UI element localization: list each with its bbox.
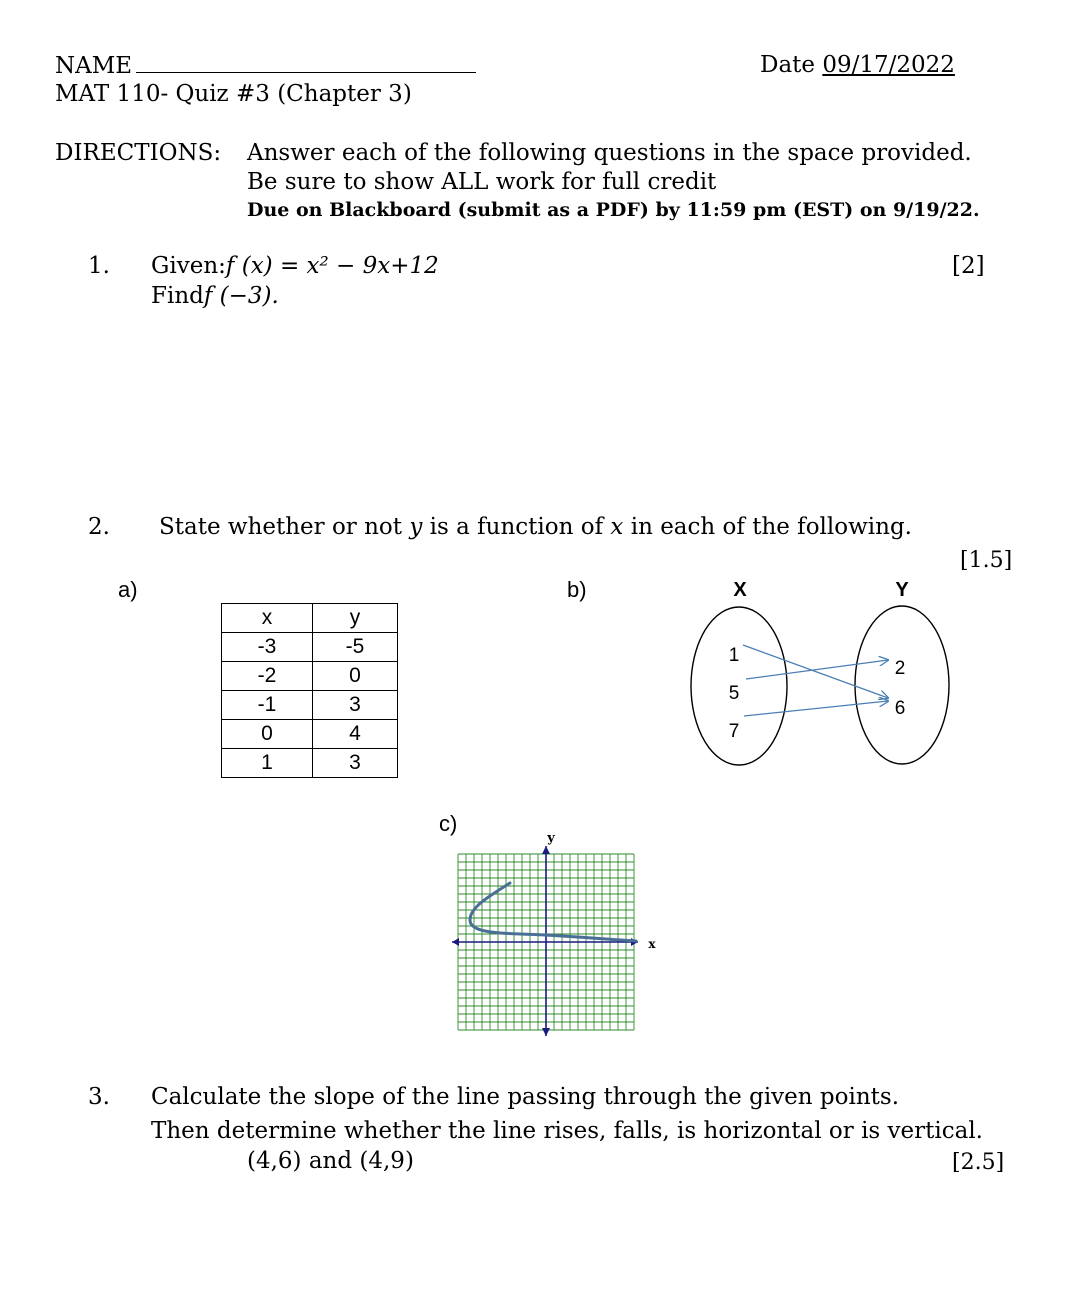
graph-curve	[470, 883, 636, 941]
table-header-row	[222, 604, 398, 633]
q2-text-c: in each of the following.	[630, 514, 912, 540]
domain-value: 7	[728, 721, 740, 742]
q2-var-x: x	[610, 514, 624, 540]
y-axis-arrow-down	[542, 1028, 550, 1036]
q2-prompt	[159, 514, 912, 540]
q1-given-prefix: Given:	[151, 253, 226, 279]
x-axis-arrow-left	[452, 938, 459, 946]
range-ellipse	[855, 606, 949, 764]
q3-given-points: (4,6) and (4,9)	[247, 1148, 414, 1174]
q2-points: [1.5]	[960, 548, 1013, 573]
table-row	[222, 720, 398, 749]
table-cell: 0	[313, 662, 398, 691]
part-c-label: c)	[439, 811, 458, 836]
q3-line2: Then determine whether the line rises, falls, is horizontal or is vertical.	[151, 1118, 983, 1144]
q1-number: 1.	[88, 253, 110, 279]
y-axis-label: y	[547, 831, 555, 846]
due-notice: Due on Blackboard (submit as a PDF) by 11:59 pm (EST) on 9/19/22.	[247, 199, 980, 221]
table-cell: -3	[222, 633, 313, 662]
q1-find-prefix: Find	[151, 283, 204, 309]
q1-function: f (x) = x² − 9x+12	[225, 253, 439, 279]
name-field	[55, 52, 476, 79]
q2-text-a: State whether or not	[159, 514, 403, 540]
q1-given	[151, 253, 439, 279]
q2-number: 2.	[88, 514, 110, 540]
table-row	[222, 633, 398, 662]
table-cell: 0	[222, 720, 313, 749]
part-a-label: a)	[118, 577, 138, 602]
date-label: Date	[760, 52, 816, 78]
table-row	[222, 749, 398, 778]
name-blank[interactable]	[136, 52, 476, 73]
domain-label: X	[733, 579, 747, 601]
table-row	[222, 691, 398, 720]
q2-text-b: is a function of	[429, 514, 604, 540]
domain-value: 5	[728, 683, 740, 704]
part-b-label: b)	[567, 577, 587, 602]
table-cell: 3	[313, 749, 398, 778]
graph-c	[440, 826, 670, 1042]
q1-find	[151, 283, 279, 309]
xy-table	[221, 603, 398, 778]
mapping-arrow-7-to-6	[744, 701, 888, 716]
table-cell: -2	[222, 662, 313, 691]
mapping-arrow-5-to-2	[746, 660, 888, 679]
q2-var-y: y	[409, 514, 423, 540]
domain-value: 1	[728, 645, 740, 666]
table-header-y: y	[313, 604, 398, 633]
range-value: 2	[894, 658, 906, 679]
course-title: MAT 110- Quiz #3 (Chapter 3)	[55, 81, 412, 107]
q3-line1: Calculate the slope of the line passing through the given points.	[151, 1084, 900, 1110]
date-value: 09/17/2022	[822, 52, 955, 78]
directions-line2: Be sure to show ALL work for full credit	[247, 169, 717, 195]
range-value: 6	[894, 698, 906, 719]
name-label: NAME	[55, 53, 133, 79]
directions-label: DIRECTIONS:	[55, 140, 222, 166]
q3-points: [2.5]	[952, 1150, 1005, 1175]
date-field	[760, 52, 955, 78]
mapping-arrow-1-to-6	[743, 645, 888, 698]
xy-table-wrapper	[221, 603, 398, 778]
table-row	[222, 662, 398, 691]
mapping-diagram	[680, 574, 970, 774]
table-cell: 1	[222, 749, 313, 778]
y-axis-arrow-up	[542, 846, 550, 854]
directions-line1: Answer each of the following questions in the space provided.	[247, 140, 972, 166]
q1-points: [2]	[952, 253, 985, 279]
table-cell: 3	[313, 691, 398, 720]
table-header-x: x	[222, 604, 313, 633]
table-cell: -5	[313, 633, 398, 662]
table-cell: -1	[222, 691, 313, 720]
table-cell: 4	[313, 720, 398, 749]
x-axis-label: x	[648, 937, 656, 951]
q1-find-expr: f (−3).	[203, 283, 279, 309]
q3-number: 3.	[88, 1084, 110, 1110]
range-label: Y	[895, 579, 909, 601]
